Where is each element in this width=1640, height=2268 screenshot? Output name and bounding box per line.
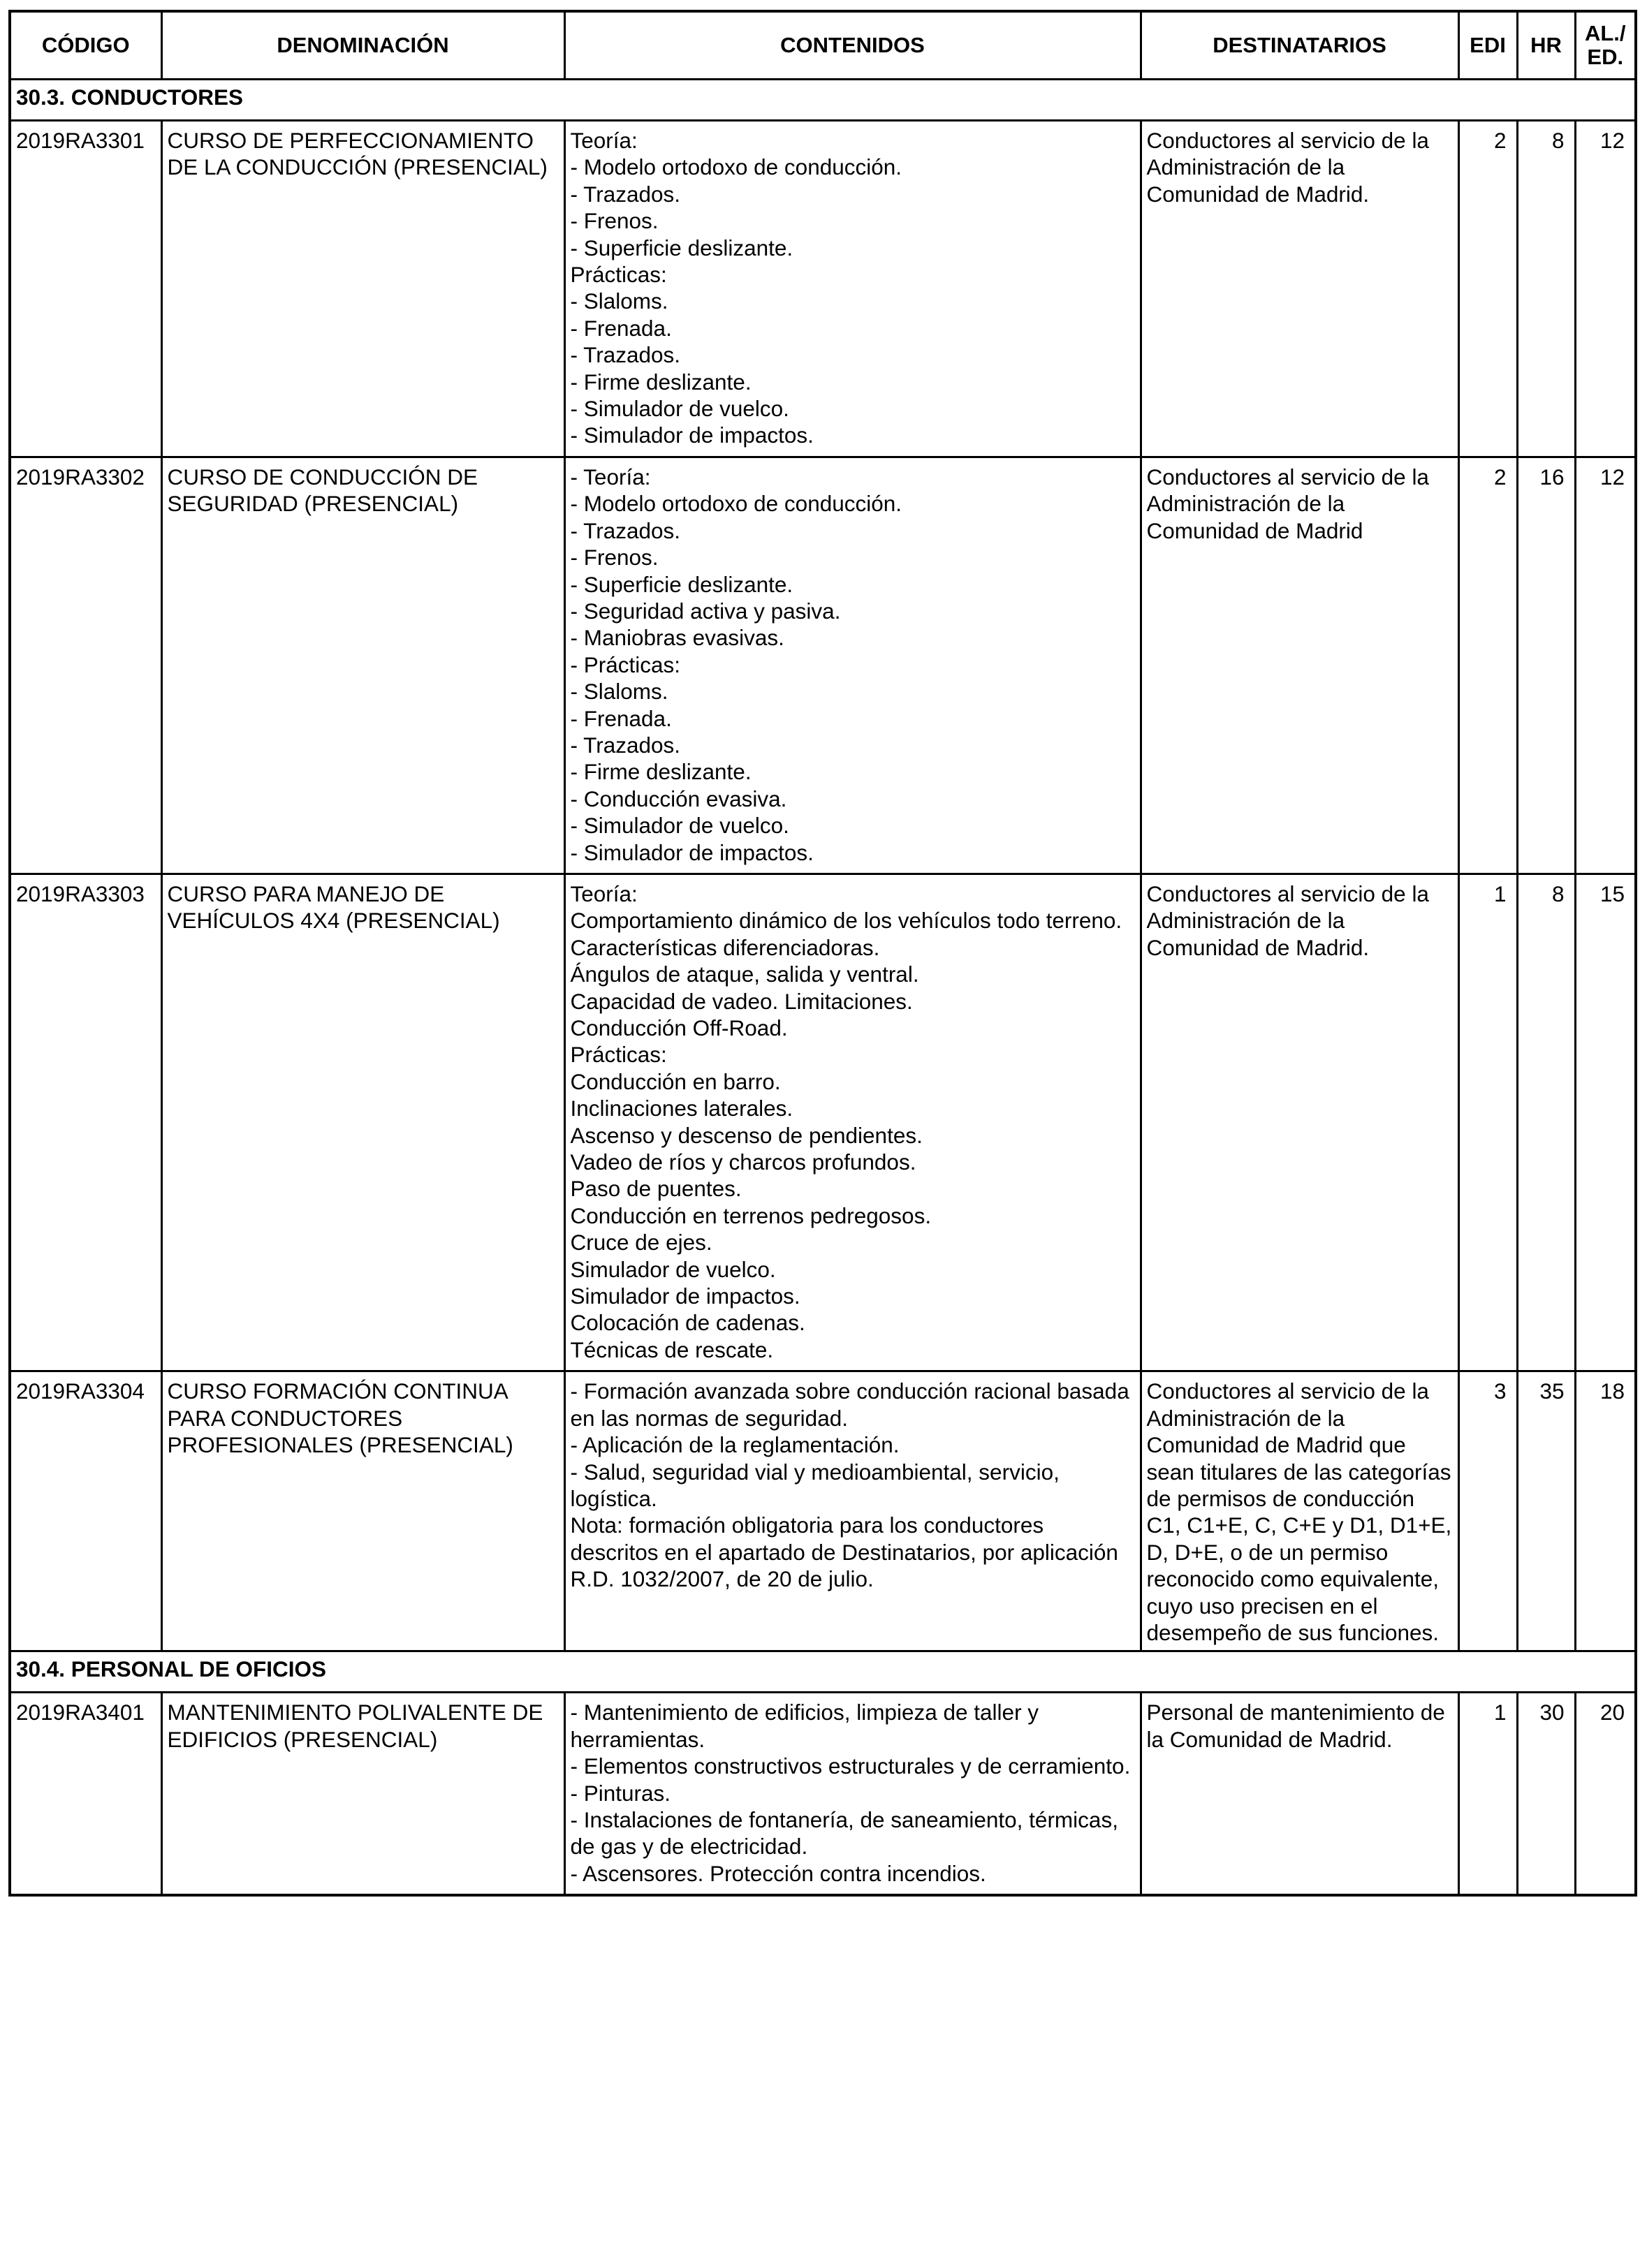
header-al-ed: AL./ ED. <box>1575 11 1636 80</box>
content-line: - Modelo ortodoxo de conducción. <box>570 491 902 517</box>
content-line: - Frenos. <box>570 545 659 570</box>
cell-denominacion: CURSO FORMACIÓN CONTINUA PARA CONDUCTORES PROFESIONALES (PRESENCIAL) <box>161 1371 564 1651</box>
content-line: Conducción Off-Road. <box>570 1015 788 1040</box>
section-title: 30.3. CONDUCTORES <box>10 80 1636 121</box>
cell-hr: 35 <box>1517 1371 1575 1651</box>
cell-contenidos <box>564 1693 1141 1895</box>
header-destinatarios: DESTINATARIOS <box>1141 11 1458 80</box>
cell-denominacion: CURSO DE PERFECCIONAMIENTO DE LA CONDUCCIÓN (PRESENCIAL) <box>161 121 564 457</box>
content-line: - Elementos constructivos estructurales y de cerramiento. <box>570 1753 1131 1779</box>
content-line: - Instalaciones de fontanería, de saneamiento, térmicas, de gas y de electricidad. <box>570 1806 1118 1860</box>
content-line: - Frenos. <box>570 208 659 234</box>
content-line: Nota: formación obligatoria para los conductores descritos en el apartado de Destinatarios, por aplicación R.D. 1032/2007, de 20 de julio. <box>570 1512 1118 1592</box>
cell-destinatarios: Personal de mantenimiento de la Comunidad de Madrid. <box>1141 1693 1458 1895</box>
header-edi: EDI <box>1458 11 1517 80</box>
content-line: - Seguridad activa y pasiva. <box>570 598 841 624</box>
cell-al-ed: 20 <box>1575 1693 1636 1895</box>
cell-codigo: 2019RA3301 <box>10 121 161 457</box>
cell-codigo: 2019RA3302 <box>10 457 161 874</box>
cell-al-ed: 12 <box>1575 457 1636 874</box>
content-line: Paso de puentes. <box>570 1176 742 1202</box>
content-line: - Firme deslizante. <box>570 759 752 785</box>
cell-destinatarios: Conductores al servicio de la Administración de la Comunidad de Madrid que sean titulares de las categorías de permisos de conducción C1, C1+E, C, C+E y D1, D1+E, D, D+E, o de un permiso reconocido como equivalente, cuyo uso precisen en el desempeño de sus funciones. <box>1141 1371 1458 1651</box>
table-row <box>10 1371 1636 1651</box>
content-line: - Mantenimiento de edificios, limpieza de taller y herramientas. <box>570 1700 1039 1752</box>
content-line: - Teoría: <box>570 464 651 489</box>
section-title: 30.4. PERSONAL DE OFICIOS <box>10 1651 1636 1693</box>
content-line: Teoría: <box>570 881 638 906</box>
section-row <box>10 1651 1636 1693</box>
content-line: Características diferenciadoras. <box>570 934 880 960</box>
cell-edi: 2 <box>1458 457 1517 874</box>
content-line: Cruce de ejes. <box>570 1230 712 1256</box>
cell-hr: 16 <box>1517 457 1575 874</box>
content-line: - Salud, seguridad vial y medioambiental, servicio, logística. <box>570 1459 1060 1511</box>
header-contenidos: CONTENIDOS <box>564 11 1141 80</box>
content-line: - Trazados. <box>570 517 681 543</box>
table-body <box>10 80 1636 1896</box>
content-line: Técnicas de rescate. <box>570 1336 774 1362</box>
cell-destinatarios: Conductores al servicio de la Administración de la Comunidad de Madrid. <box>1141 121 1458 457</box>
cell-codigo: 2019RA3303 <box>10 874 161 1371</box>
cell-edi: 2 <box>1458 121 1517 457</box>
table-row <box>10 121 1636 457</box>
content-line: Prácticas: <box>570 1042 667 1068</box>
cell-edi: 1 <box>1458 874 1517 1371</box>
cell-denominacion: MANTENIMIENTO POLIVALENTE DE EDIFICIOS (PRESENCIAL) <box>161 1693 564 1895</box>
cell-edi: 1 <box>1458 1693 1517 1895</box>
content-line: - Trazados. <box>570 732 681 758</box>
content-line: - Modelo ortodoxo de conducción. <box>570 154 902 180</box>
cell-contenidos <box>564 457 1141 874</box>
cell-al-ed: 12 <box>1575 121 1636 457</box>
content-line: - Pinturas. <box>570 1780 671 1806</box>
table-row <box>10 457 1636 874</box>
content-line: - Maniobras evasivas. <box>570 625 784 651</box>
cell-destinatarios: Conductores al servicio de la Administración de la Comunidad de Madrid. <box>1141 874 1458 1371</box>
content-line: Vadeo de ríos y charcos profundos. <box>570 1149 916 1175</box>
header-codigo: CÓDIGO <box>10 11 161 80</box>
content-line: Colocación de cadenas. <box>570 1310 805 1336</box>
content-line: - Prácticas: <box>570 651 681 677</box>
cell-hr: 8 <box>1517 874 1575 1371</box>
cell-hr: 30 <box>1517 1693 1575 1895</box>
content-line: - Ascensores. Protección contra incendios. <box>570 1860 986 1886</box>
cell-denominacion: CURSO DE CONDUCCIÓN DE SEGURIDAD (PRESENCIAL) <box>161 457 564 874</box>
content-line: - Simulador de vuelco. <box>570 813 789 839</box>
cell-codigo: 2019RA3304 <box>10 1371 161 1651</box>
content-line: - Superficie deslizante. <box>570 235 793 260</box>
content-line: - Trazados. <box>570 181 681 207</box>
section-row <box>10 80 1636 121</box>
content-line: Prácticas: <box>570 262 667 288</box>
content-line: Inclinaciones laterales. <box>570 1096 793 1121</box>
content-line: - Superficie deslizante. <box>570 571 793 597</box>
content-line: Teoría: <box>570 128 638 153</box>
cell-al-ed: 15 <box>1575 874 1636 1371</box>
content-line: Ascenso y descenso de pendientes. <box>570 1122 923 1148</box>
content-line: Conducción en terrenos pedregosos. <box>570 1202 932 1228</box>
cell-contenidos <box>564 121 1141 457</box>
courses-table <box>8 10 1637 1897</box>
table-row <box>10 874 1636 1371</box>
header-row <box>10 11 1636 80</box>
content-line: - Frenada. <box>570 705 672 731</box>
content-line: - Trazados. <box>570 342 681 368</box>
content-line: Simulador de impactos. <box>570 1283 800 1309</box>
table-row <box>10 1693 1636 1895</box>
content-line: Conducción en barro. <box>570 1068 781 1094</box>
header-denominacion: DENOMINACIÓN <box>161 11 564 80</box>
content-line: - Conducción evasiva. <box>570 786 787 811</box>
cell-denominacion: CURSO PARA MANEJO DE VEHÍCULOS 4X4 (PRESENCIAL) <box>161 874 564 1371</box>
cell-contenidos <box>564 874 1141 1371</box>
content-line: Capacidad de vadeo. Limitaciones. <box>570 988 913 1014</box>
content-line: - Aplicación de la reglamentación. <box>570 1432 900 1458</box>
cell-hr: 8 <box>1517 121 1575 457</box>
cell-edi: 3 <box>1458 1371 1517 1651</box>
content-line: - Simulador de impactos. <box>570 422 814 448</box>
content-line: - Slaloms. <box>570 288 668 314</box>
content-line: Comportamiento dinámico de los vehículos todo terreno. <box>570 908 1122 934</box>
cell-contenidos <box>564 1371 1141 1651</box>
content-line: - Firme deslizante. <box>570 369 752 395</box>
cell-destinatarios: Conductores al servicio de la Administración de la Comunidad de Madrid <box>1141 457 1458 874</box>
content-line: Simulador de vuelco. <box>570 1256 776 1282</box>
content-line: - Frenada. <box>570 315 672 341</box>
cell-al-ed: 18 <box>1575 1371 1636 1651</box>
cell-codigo: 2019RA3401 <box>10 1693 161 1895</box>
content-line: - Simulador de impactos. <box>570 839 814 865</box>
content-line: - Slaloms. <box>570 679 668 705</box>
content-line: - Simulador de vuelco. <box>570 396 789 422</box>
content-line: - Formación avanzada sobre conducción racional basada en las normas de seguridad. <box>570 1378 1129 1431</box>
header-hr: HR <box>1517 11 1575 80</box>
content-line: Ángulos de ataque, salida y ventral. <box>570 962 919 987</box>
